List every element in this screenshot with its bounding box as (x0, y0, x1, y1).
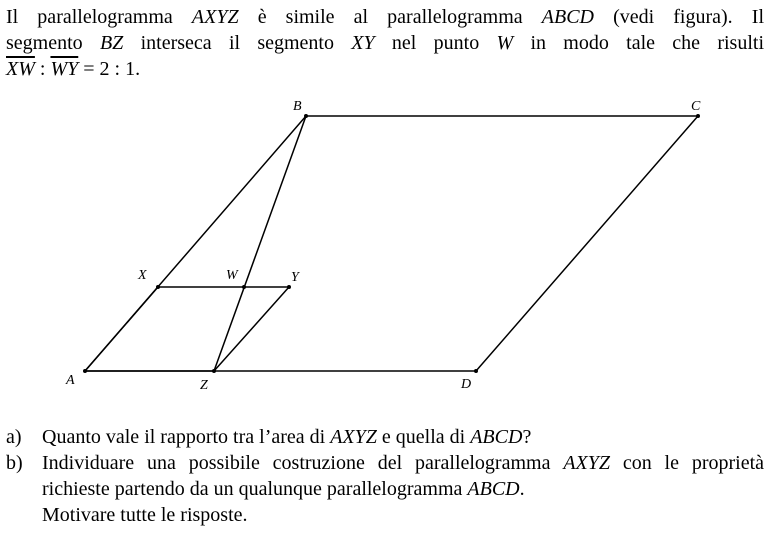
label-y: Y (291, 270, 299, 285)
label-b: B (293, 99, 302, 114)
segment-wy: $\overline{WY}$ (50, 58, 79, 80)
segment-xw: $\overline{XW}$ (6, 58, 35, 80)
point-b (304, 114, 308, 118)
label-d: D (461, 377, 472, 392)
parallelogram-abcd (85, 116, 698, 371)
label-w: W (226, 268, 238, 283)
point-z (212, 369, 216, 373)
label-c: C (691, 99, 701, 114)
instruction-text: Motivare tutte le risposte. (42, 504, 248, 526)
point-a (83, 369, 87, 373)
point-x (156, 285, 160, 289)
point-w (242, 285, 246, 289)
point-d (474, 369, 478, 373)
question-label: a) (6, 426, 22, 448)
point-y (287, 285, 291, 289)
label-x: X (138, 268, 147, 283)
question-a: a) Quanto vale il rapporto tra l’area di AXYZ e quella di ABCD? (6, 426, 532, 448)
point-c (696, 114, 700, 118)
label-z: Z (200, 378, 208, 393)
question-label: b) (6, 452, 23, 474)
label-a: A (66, 373, 75, 388)
statement-line-2: segmento BZ interseca il segmento XY nel punto W in modo tale che risulti (6, 32, 765, 54)
statement-line-1: Il parallelogramma AXYZ è simile al parallelogramma ABCD (vedi figura). Il (6, 6, 764, 28)
parallelogram-axyz (85, 287, 289, 371)
ratio-condition: $\overline{XW}$ : $\overline{WY} = 2$ : 1. (6, 58, 141, 80)
question-b: b) Individuare una possibile costruzione del parallelogramma AXYZ con le proprietà richieste partendo da un qualunque parallelogramma ABCD. Motivare tutte le risposte. (6, 452, 765, 526)
segment-bz (214, 116, 306, 371)
question-list (6, 424, 764, 528)
